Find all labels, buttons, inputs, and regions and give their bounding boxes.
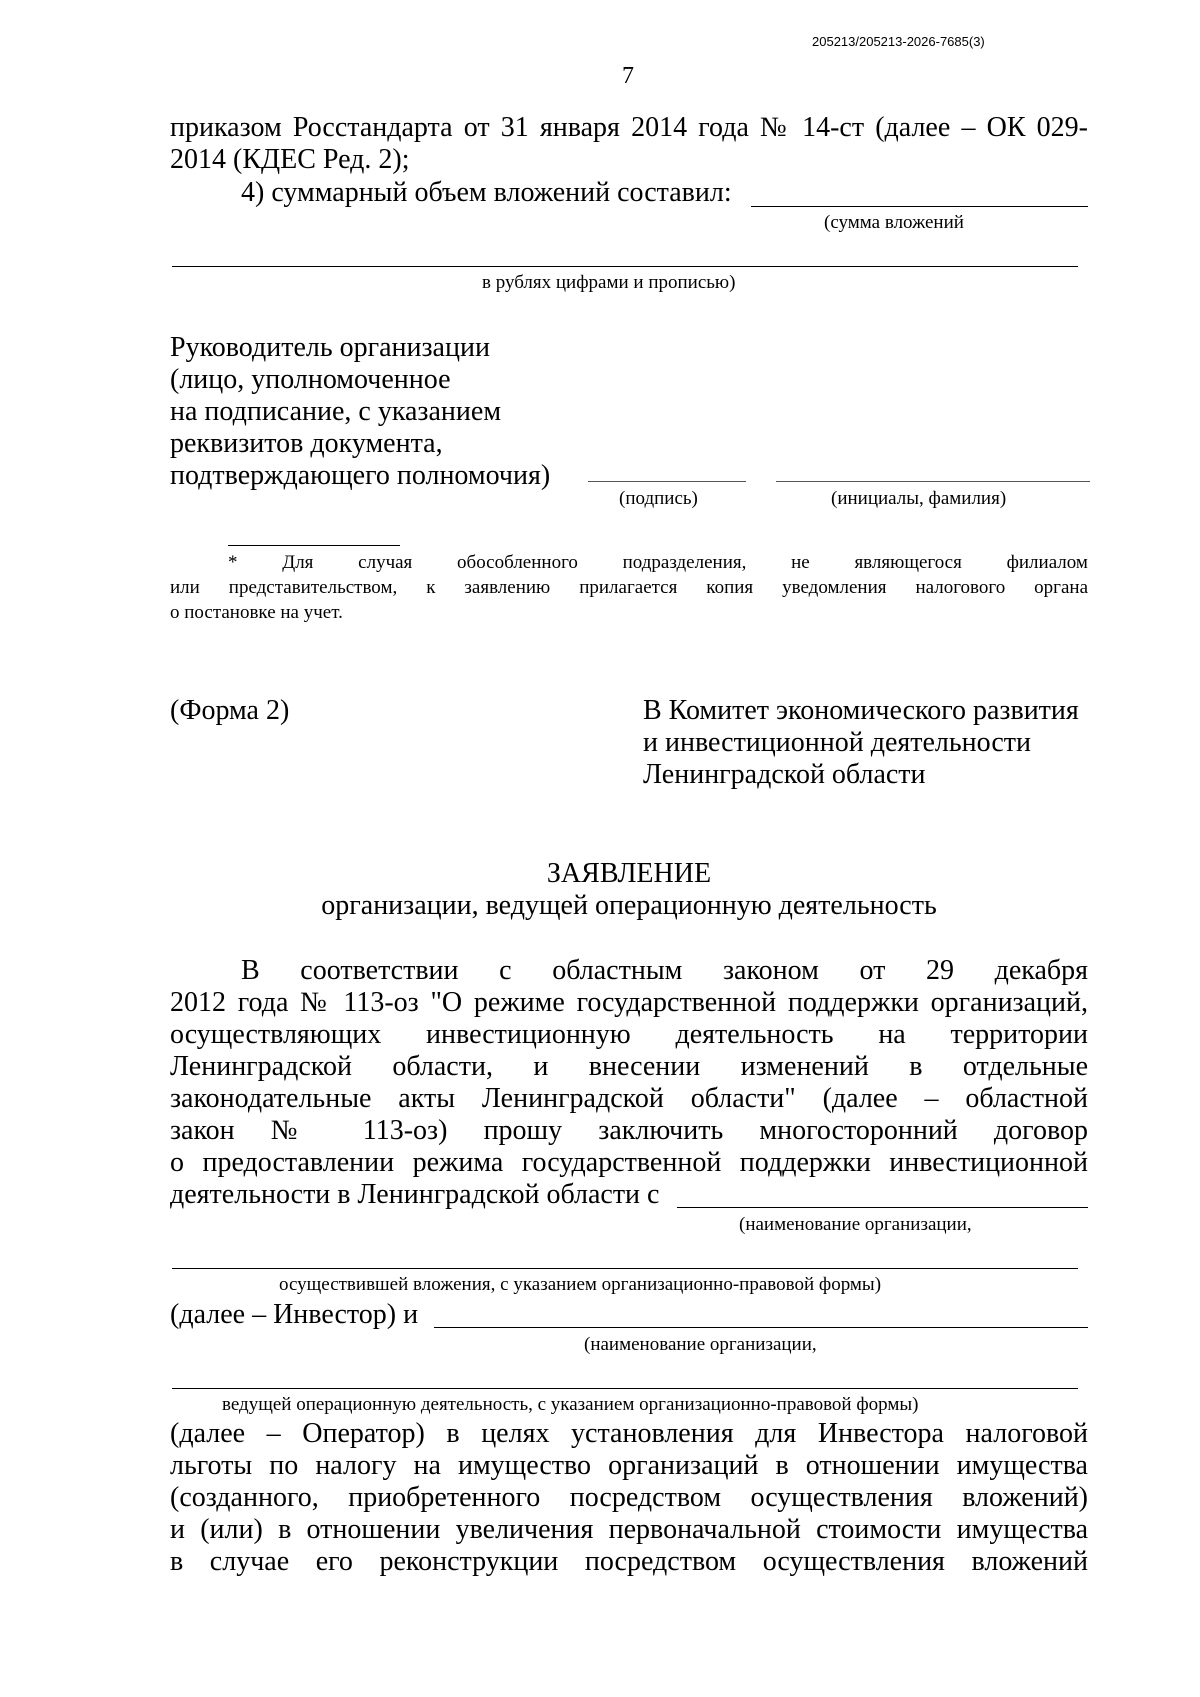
signature-line [588,481,746,482]
paragraph-line: в случае его реконструкции посредством осуществления вложений [170,1546,1088,1577]
investor-fill-line [677,1207,1088,1208]
addressee-line: и инвестиционной деятельности [643,727,1031,758]
text-line: 2014 (КДЕС Ред. 2); [170,144,410,175]
paragraph-line: Ленинградской области, и внесении изменений в отдельные [170,1051,1088,1082]
document-id: 205213/205213-2026-7685(3) [812,34,985,49]
paragraph-line: льготы по налогу на имущество организаций в отношении имущества [170,1450,1088,1481]
signatory-title-line: на подписание, с указанием [170,396,502,427]
item-4-label: 4) суммарный объем вложений составил: [241,177,732,208]
investor-hint: (наименование организации, [739,1214,972,1235]
sum-fill-line [751,206,1088,207]
sum-fill-line-2 [172,266,1078,267]
name-hint: (инициалы, фамилия) [831,488,1007,509]
investor-prefix: (далее – Инвестор) и [170,1299,419,1330]
paragraph-line: 2012 года № 113-оз "О режиме государственной поддержки организаций, [170,987,1088,1018]
page-number: 7 [622,63,634,89]
investor-fill-line-2 [172,1268,1078,1269]
footnote-line: * Для случая обособленного подразделения, не являющегося филиалом [228,552,1088,573]
paragraph-line: деятельности в Ленинградской области с [170,1179,660,1210]
signatory-title-line: Руководитель организации [170,332,490,363]
operator-fill-line [434,1327,1088,1328]
paragraph-line: закон № 113-оз) прошу заключить многосторонний договор [170,1115,1088,1146]
sum-hint-2: в рублях цифрами и прописью) [482,272,736,293]
paragraph-line: осуществляющих инвестиционную деятельность на территории [170,1019,1088,1050]
paragraph-line: законодательные акты Ленинградской области" (далее – областной [170,1083,1088,1114]
paragraph-line: В соответствии с областным законом от 29 декабря [241,955,1088,986]
signatory-title-line: (лицо, уполномоченное [170,364,451,395]
document-subtitle: организации, ведущей операционную деятельность [321,890,937,921]
operator-hint: (наименование организации, [584,1334,817,1355]
signatory-title-line: подтверждающего полномочия) [170,460,551,491]
form-label: (Форма 2) [170,695,290,726]
paragraph-line: (далее – Оператор) в целях установления для Инвестора налоговой [170,1418,1088,1449]
addressee-line: В Комитет экономического развития [643,695,1079,726]
document-title: ЗАЯВЛЕНИЕ [546,858,712,889]
footnote-line: или представительством, к заявлению прилагается копия уведомления налогового органа [170,577,1088,598]
paragraph-line: (созданного, приобретенного посредством осуществления вложений) [170,1482,1088,1513]
text-line: приказом Росстандарта от 31 января 2014 года № 14-ст (далее – ОК 029- [170,112,1088,143]
paragraph-line: о предоставлении режима государственной поддержки инвестиционной [170,1147,1088,1178]
footnote-line: о постановке на учет. [170,602,343,623]
signature-hint: (подпись) [619,488,698,509]
name-line [776,481,1090,482]
paragraph-line: и (или) в отношении увеличения первоначальной стоимости имущества [170,1514,1088,1545]
operator-fill-line-2 [172,1388,1078,1389]
signatory-title-line: реквизитов документа, [170,428,443,459]
investor-hint-2: осуществившей вложения, с указанием организационно-правовой формы) [279,1274,882,1295]
sum-hint: (сумма вложений [824,212,964,233]
footnote-separator [228,545,400,546]
addressee-line: Ленинградской области [643,759,926,790]
operator-hint-2: ведущей операционную деятельность, с указанием организационно-правовой формы) [222,1394,919,1415]
